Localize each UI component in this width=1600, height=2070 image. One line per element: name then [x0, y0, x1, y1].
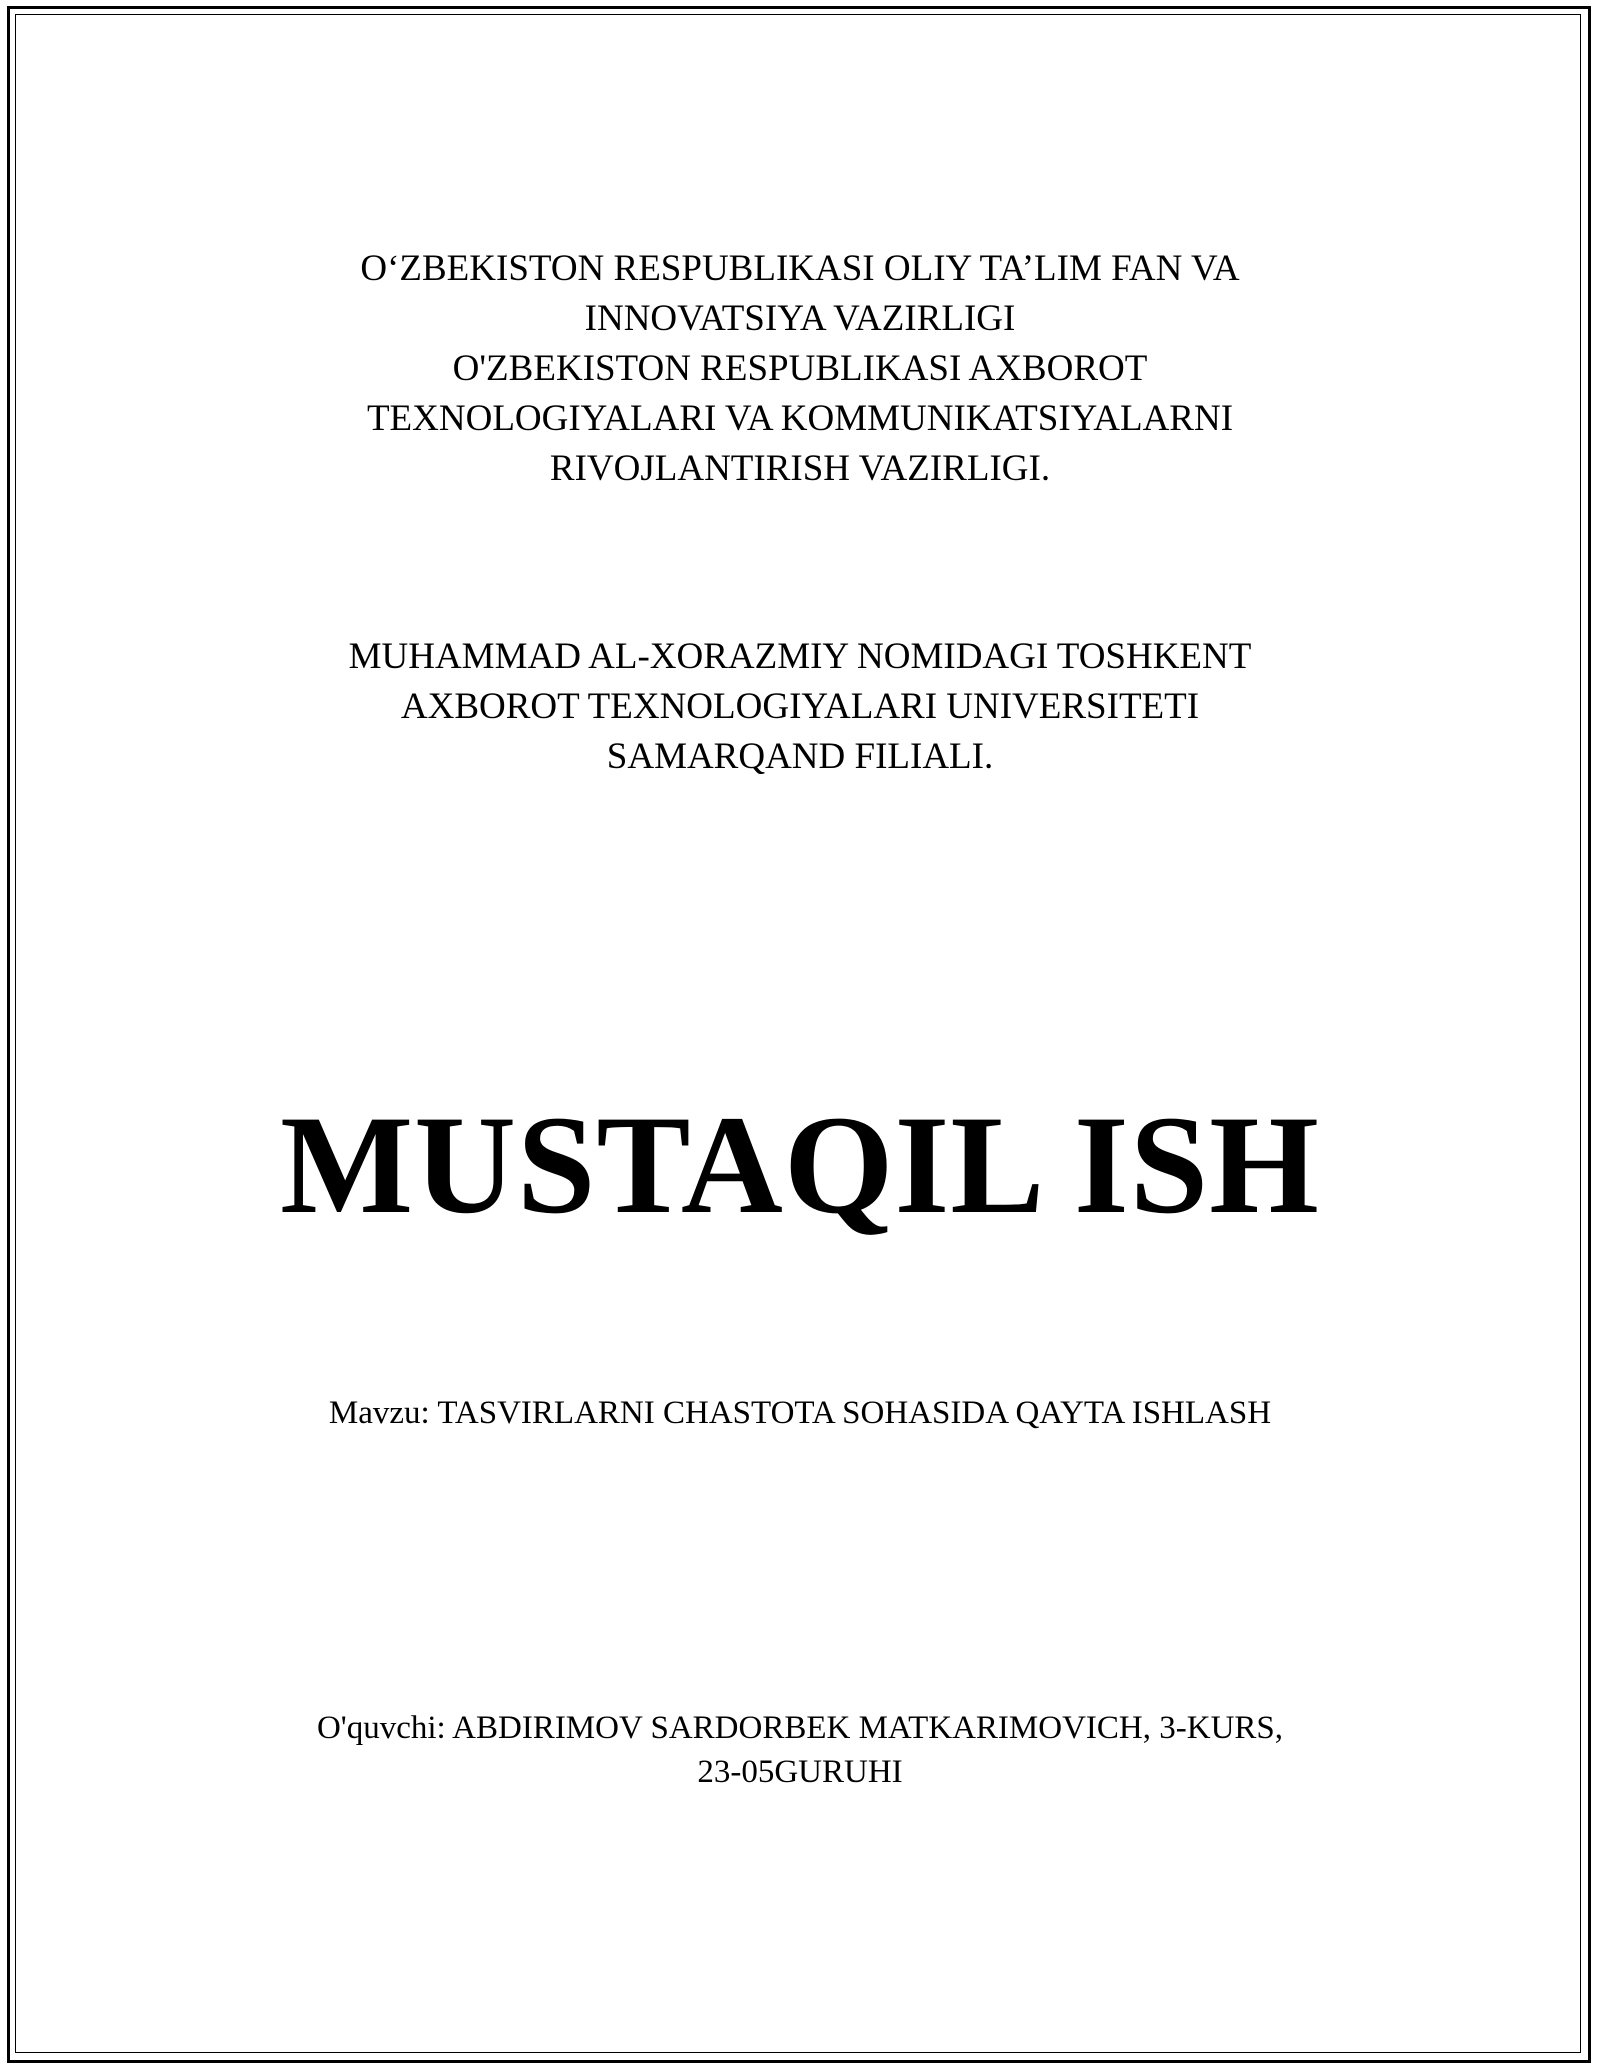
- university-heading: [0, 632, 1600, 782]
- ministry-line: O'ZBEKISTON RESPUBLIKASI AXBOROT: [452, 348, 1148, 389]
- document-title: MUSTAQIL ISH: [280, 1087, 1320, 1243]
- ministry-line: TEXNOLOGIYALARI VA KOMMUNIKATSIYALARNI: [366, 398, 1234, 439]
- university-line: MUHAMMAD AL-XORAZMIY NOMIDAGI TOSHKENT: [348, 636, 1252, 677]
- topic-line: Mavzu: TASVIRLARNI CHASTOTA SOHASIDA QAYTA ISHLASH: [328, 1395, 1272, 1431]
- student-line: O'quvchi: ABDIRIMOV SARDORBEK MATKARIMOVICH, 3-KURS,: [316, 1710, 1284, 1746]
- university-line: AXBOROT TEXNOLOGIYALARI UNIVERSITETI: [400, 686, 1200, 727]
- ministry-line: RIVOJLANTIRISH VAZIRLIGI.: [549, 448, 1051, 489]
- ministry-heading: [0, 244, 1600, 494]
- student-line: 23-05GURUHI: [697, 1754, 903, 1790]
- ministry-line: INNOVATSIYA VAZIRLIGI: [584, 298, 1016, 339]
- ministry-line: O‘ZBEKISTON RESPUBLIKASI OLIY TA’LIM FAN VA: [360, 248, 1240, 289]
- student-info: [0, 1706, 1600, 1794]
- university-line: SAMARQAND FILIALI.: [606, 736, 994, 777]
